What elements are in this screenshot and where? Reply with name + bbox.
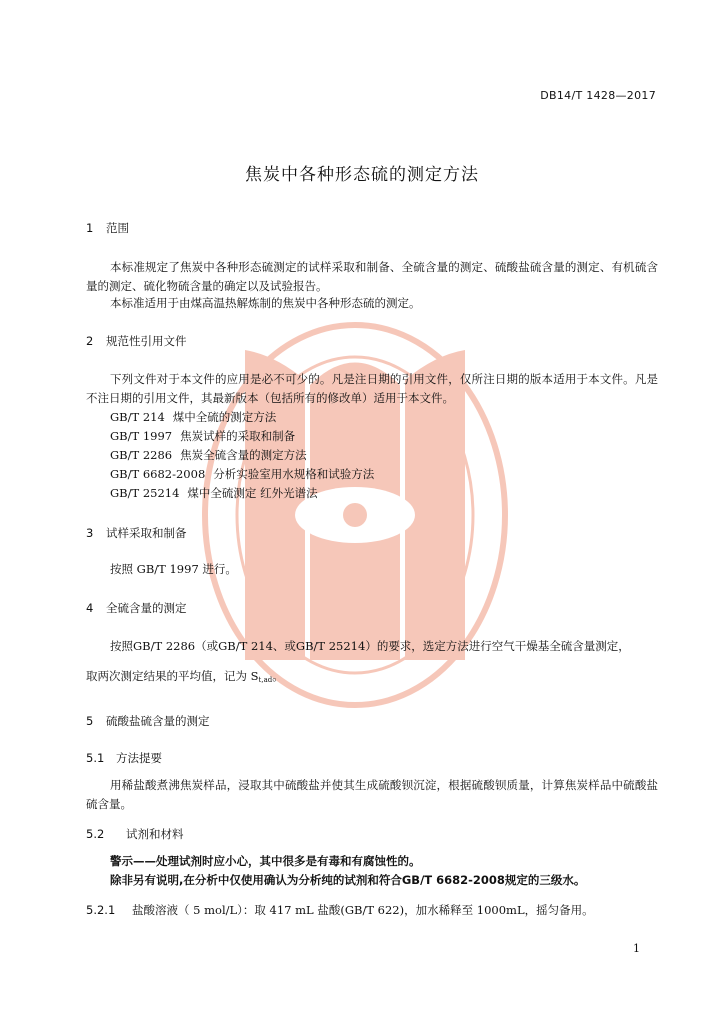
section-heading-3: 3 试样采取和制备 [86,526,187,540]
section-heading-2: 2 规范性引用文件 [86,334,187,348]
section-heading-4: 4 全硫含量的测定 [86,601,187,615]
section-heading-1: 1 范围 [86,221,129,235]
warning-text: 警示——处理试剂时应小心，其中很多是有毒和有腐蚀性的。 [110,854,421,868]
reference-item: GB/T 214 煤中全硫的测定方法 [110,410,277,424]
publisher-seal-watermark [185,300,525,720]
clause-5-2-1: 5.2.1 盐酸溶液（ 5 mol/L）：取 417 mL 盐酸(GB/T 622)，加水稀释至 1000mL，摇匀备用。 [86,903,594,917]
reference-item: GB/T 2286 焦炭全硫含量的测定方法 [110,448,307,462]
document-code: DB14/T 1428—2017 [540,89,656,102]
reference-item: GB/T 6682-2008 分析实验室用水规格和试验方法 [110,467,375,481]
paragraph-sampling: 按照 GB/T 1997 进行。 [110,562,237,576]
paragraph-normative-references: 下列文件对于本文件的应用是必不可少的。凡是注日期的引用文件，仅所注日期的版本适用于本文件。凡是不注日期的引用文件，其最新版本（包括所有的修改单）适用于本文件。 [86,372,658,405]
paragraph-scope: 本标准规定了焦炭中各种形态硫测定的试样采取和制备、全硫含量的测定、硫酸盐硫含量的测定、有机硫含量的测定、硫化物硫含量的确定以及试验报告。 [86,260,658,293]
reference-item: GB/T 25214 煤中全硫测定 红外光谱法 [110,486,318,500]
document-title: 焦炭中各种形态硫的测定方法 [245,165,479,185]
page-number: 1 [633,942,640,955]
reagent-note: 除非另有说明,在分析中仅使用确认为分析纯的试剂和符合GB/T 6682-2008规定的三级水。 [110,873,586,887]
paragraph-applicability: 本标准适用于由煤高温热解炼制的焦炭中各种形态硫的测定。 [110,296,421,310]
subsection-heading-5-1: 5.1 方法提要 [86,751,162,765]
subsection-heading-5-2: 5.2 试剂和材料 [86,827,184,841]
paragraph-total-sulfur-line2: 取两次测定结果的平均值，记为 $S_{t,ad}$。 [86,669,284,684]
paragraph-method-summary: 用稀盐酸煮沸焦炭样品，浸取其中硫酸盐并使其生成硫酸钡沉淀，根据硫酸钡质量，计算焦炭样品中硫酸盐硫含量。 [86,778,658,811]
section-heading-5: 5 硫酸盐硫含量的测定 [86,714,210,728]
reference-item: GB/T 1997 焦炭试样的采取和制备 [110,429,296,443]
paragraph-total-sulfur-line1: 按照GB/T 2286（或GB/T 214、或GB/T 25214）的要求，选定方法进行空气干燥基全硫含量测定， [110,639,630,653]
